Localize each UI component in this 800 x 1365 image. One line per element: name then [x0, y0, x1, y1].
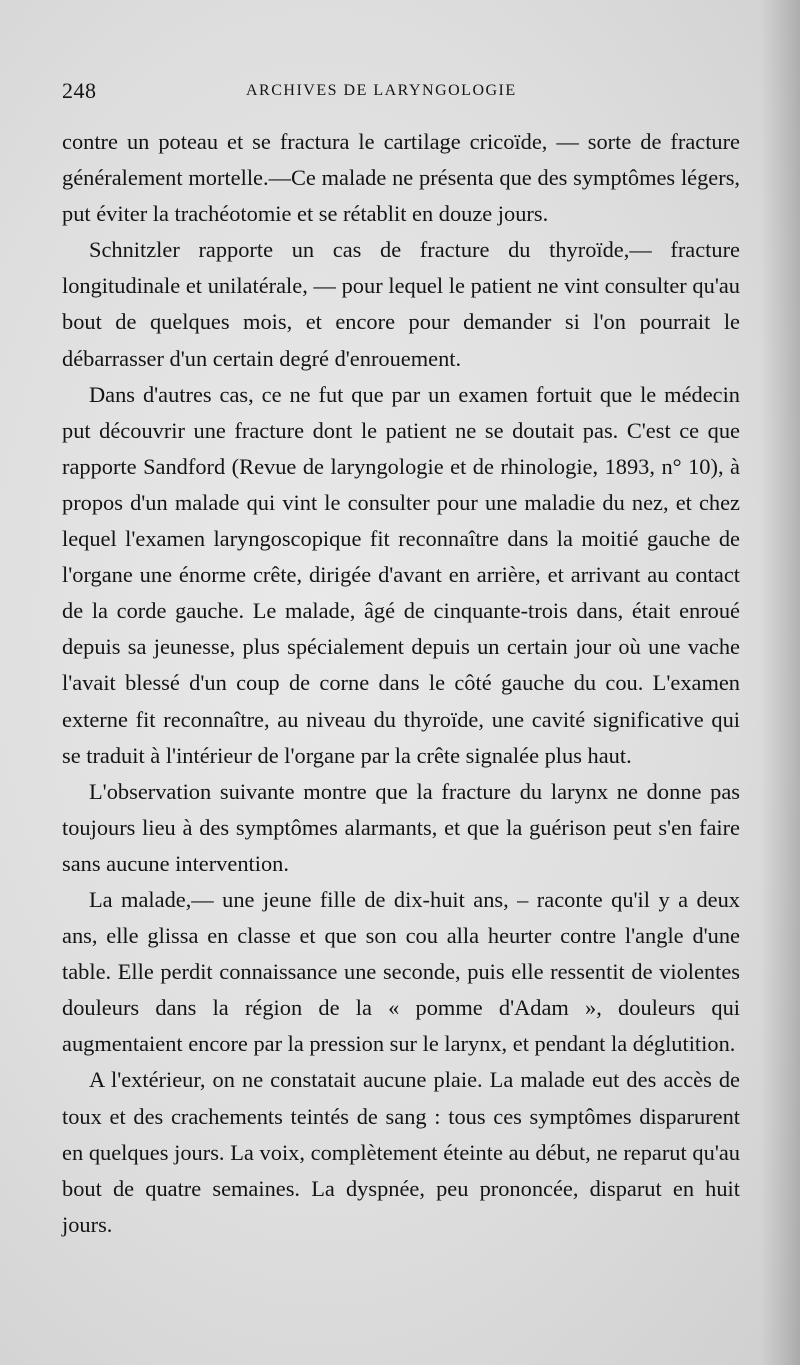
page-number: 248 — [62, 78, 97, 103]
paragraph-patient-history: La malade,— une jeune fille de dix-huit ans, – raconte qu'il y a deux ans, elle glissa en classe et que son cou alla heurter contre l'angle d'une table. Elle perdit connaissance une seconde, puis elle ressentit de violentes douleurs dans la région de la « pomme d'Adam », douleurs qui augmentaient encore par la pression sur le larynx, et pendant la déglutition. — [62, 886, 740, 1057]
paragraph-sandford: Dans d'autres cas, ce ne fut que par un examen fortuit que le médecin put découvrir une fracture dont le patient ne se doutait pas. C'est ce que rapporte Sandford (Revue de laryngologie et de rhinologie, 1893, n° 10), à propos d'un malade qui vint le consulter pour une maladie du nez, et chez lequel l'examen laryngoscopique fit reconnaître dans la moitié gauche de l'organe une énorme crête, dirigée d'avant en arrière, et arrivant au contact de la corde gauche. Le malade, âgé de cinquante-trois dans, était enroué depuis sa jeunesse, plus spécialement depuis un certain jour où une vache l'avait blessé d'un coup de corne dans le côté gauche du cou. L'examen externe fit reconnaître, au niveau du thyroïde, une cavité significative qui se traduit à l'intérieur de l'organe par la crête signalée plus haut. — [62, 381, 740, 768]
body-text — [62, 124, 740, 1243]
paragraph-symptoms: A l'extérieur, on ne constatait aucune plaie. La malade eut des accès de toux et des crachements teintés de sang : tous ces symptômes disparurent en quelques jours. La voix, complètement éteinte au début, ne reparut qu'au bout de quatre semaines. La dyspnée, peu prononcée, disparut en huit jours. — [62, 1067, 740, 1237]
paragraph-schnitzler: Schnitzler rapporte un cas de fracture du thyroïde,— fracture longitudinale et unilatérale, — pour lequel le patient ne vint consulter qu'au bout de quelques mois, et encore pour demander si l'on pourrait le débarrasser d'un certain degré d'enrouement. — [62, 237, 740, 371]
page-header — [62, 78, 762, 106]
running-title: ARCHIVES DE LARYNGOLOGIE — [246, 82, 517, 99]
paragraph-continuation: contre un poteau et se fractura le cartilage cricoïde, — sorte de fracture généralement mortelle.—Ce malade ne présenta que des symptômes légers, put éviter la trachéotomie et se rétablit en douze jours. — [62, 129, 740, 227]
page-edge-shadow — [760, 0, 800, 1365]
paragraph-observation: L'observation suivante montre que la fracture du larynx ne donne pas toujours lieu à des symptômes alarmants, et que la guérison peut s'en faire sans aucune intervention. — [62, 778, 740, 876]
